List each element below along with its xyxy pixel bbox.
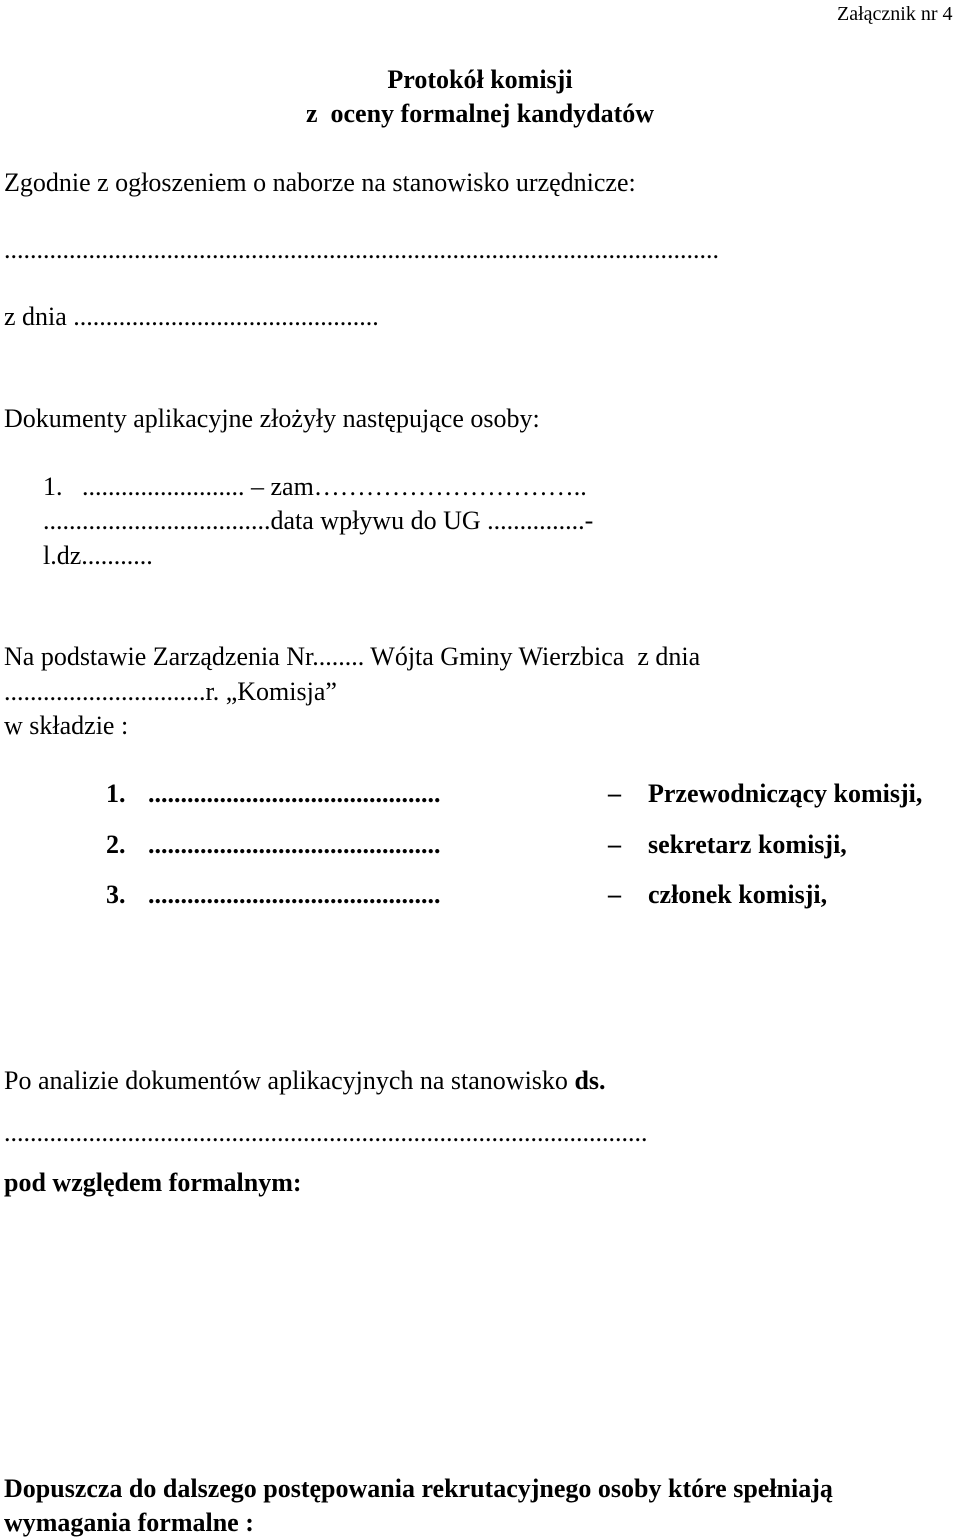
applicants-header: Dokumenty aplikacyjne złożyły następujące osoby: [4, 404, 540, 433]
decree-line-2: ...............................r. „Komisja” [4, 677, 337, 706]
position-blank: .............................................................................................................. [4, 237, 719, 263]
conclusion-line-2: wymagania formalne : [4, 1508, 254, 1537]
member-dots: ............................................. [148, 830, 441, 859]
member-role: Przewodniczący komisji, [648, 779, 923, 808]
analysis-ds: ds. [574, 1066, 606, 1095]
member-number: 3. [106, 880, 126, 909]
title-line-1: Protokół komisji [387, 65, 573, 94]
analysis-dots: ................................................................................................... [4, 1118, 648, 1147]
attachment-label: Załącznik nr 4 [837, 3, 953, 25]
applicant-line-3: l.dz........... [43, 541, 153, 570]
member-dash: – [608, 830, 621, 859]
member-number: 2. [106, 830, 126, 859]
member-dots: ............................................. [148, 880, 441, 909]
analysis-line [4, 1068, 606, 1094]
conclusion-line-1: Dopuszcza do dalszego postępowania rekrutacyjnego osoby które spełniają [4, 1474, 833, 1503]
member-role: sekretarz komisji, [648, 830, 847, 859]
title-line-2: z oceny formalnej kandydatów [305, 99, 655, 128]
formal-criteria-heading: pod względem formalnym: [4, 1168, 302, 1197]
decree-line-3: w składzie : [4, 711, 129, 740]
decree-line-1: Na podstawie Zarządzenia Nr........ Wójta Gminy Wierzbica z dnia [4, 642, 701, 671]
member-dash: – [608, 880, 621, 909]
intro-line: Zgodnie z ogłoszeniem o naborze na stanowisko urzędnicze: [4, 168, 636, 197]
member-dots: ............................................. [148, 779, 441, 808]
member-role: członek komisji, [648, 880, 828, 909]
member-dash: – [608, 779, 621, 808]
member-number: 1. [106, 779, 126, 808]
applicant-line-2: ...................................data wpływu do UG ...............- [43, 506, 594, 535]
applicant-line-1: 1. ......................... – zam………………………….. [43, 472, 587, 501]
date-line: z dnia ............................................... [4, 302, 379, 331]
analysis-text: Po analizie dokumentów aplikacyjnych na stanowisko [4, 1066, 575, 1095]
